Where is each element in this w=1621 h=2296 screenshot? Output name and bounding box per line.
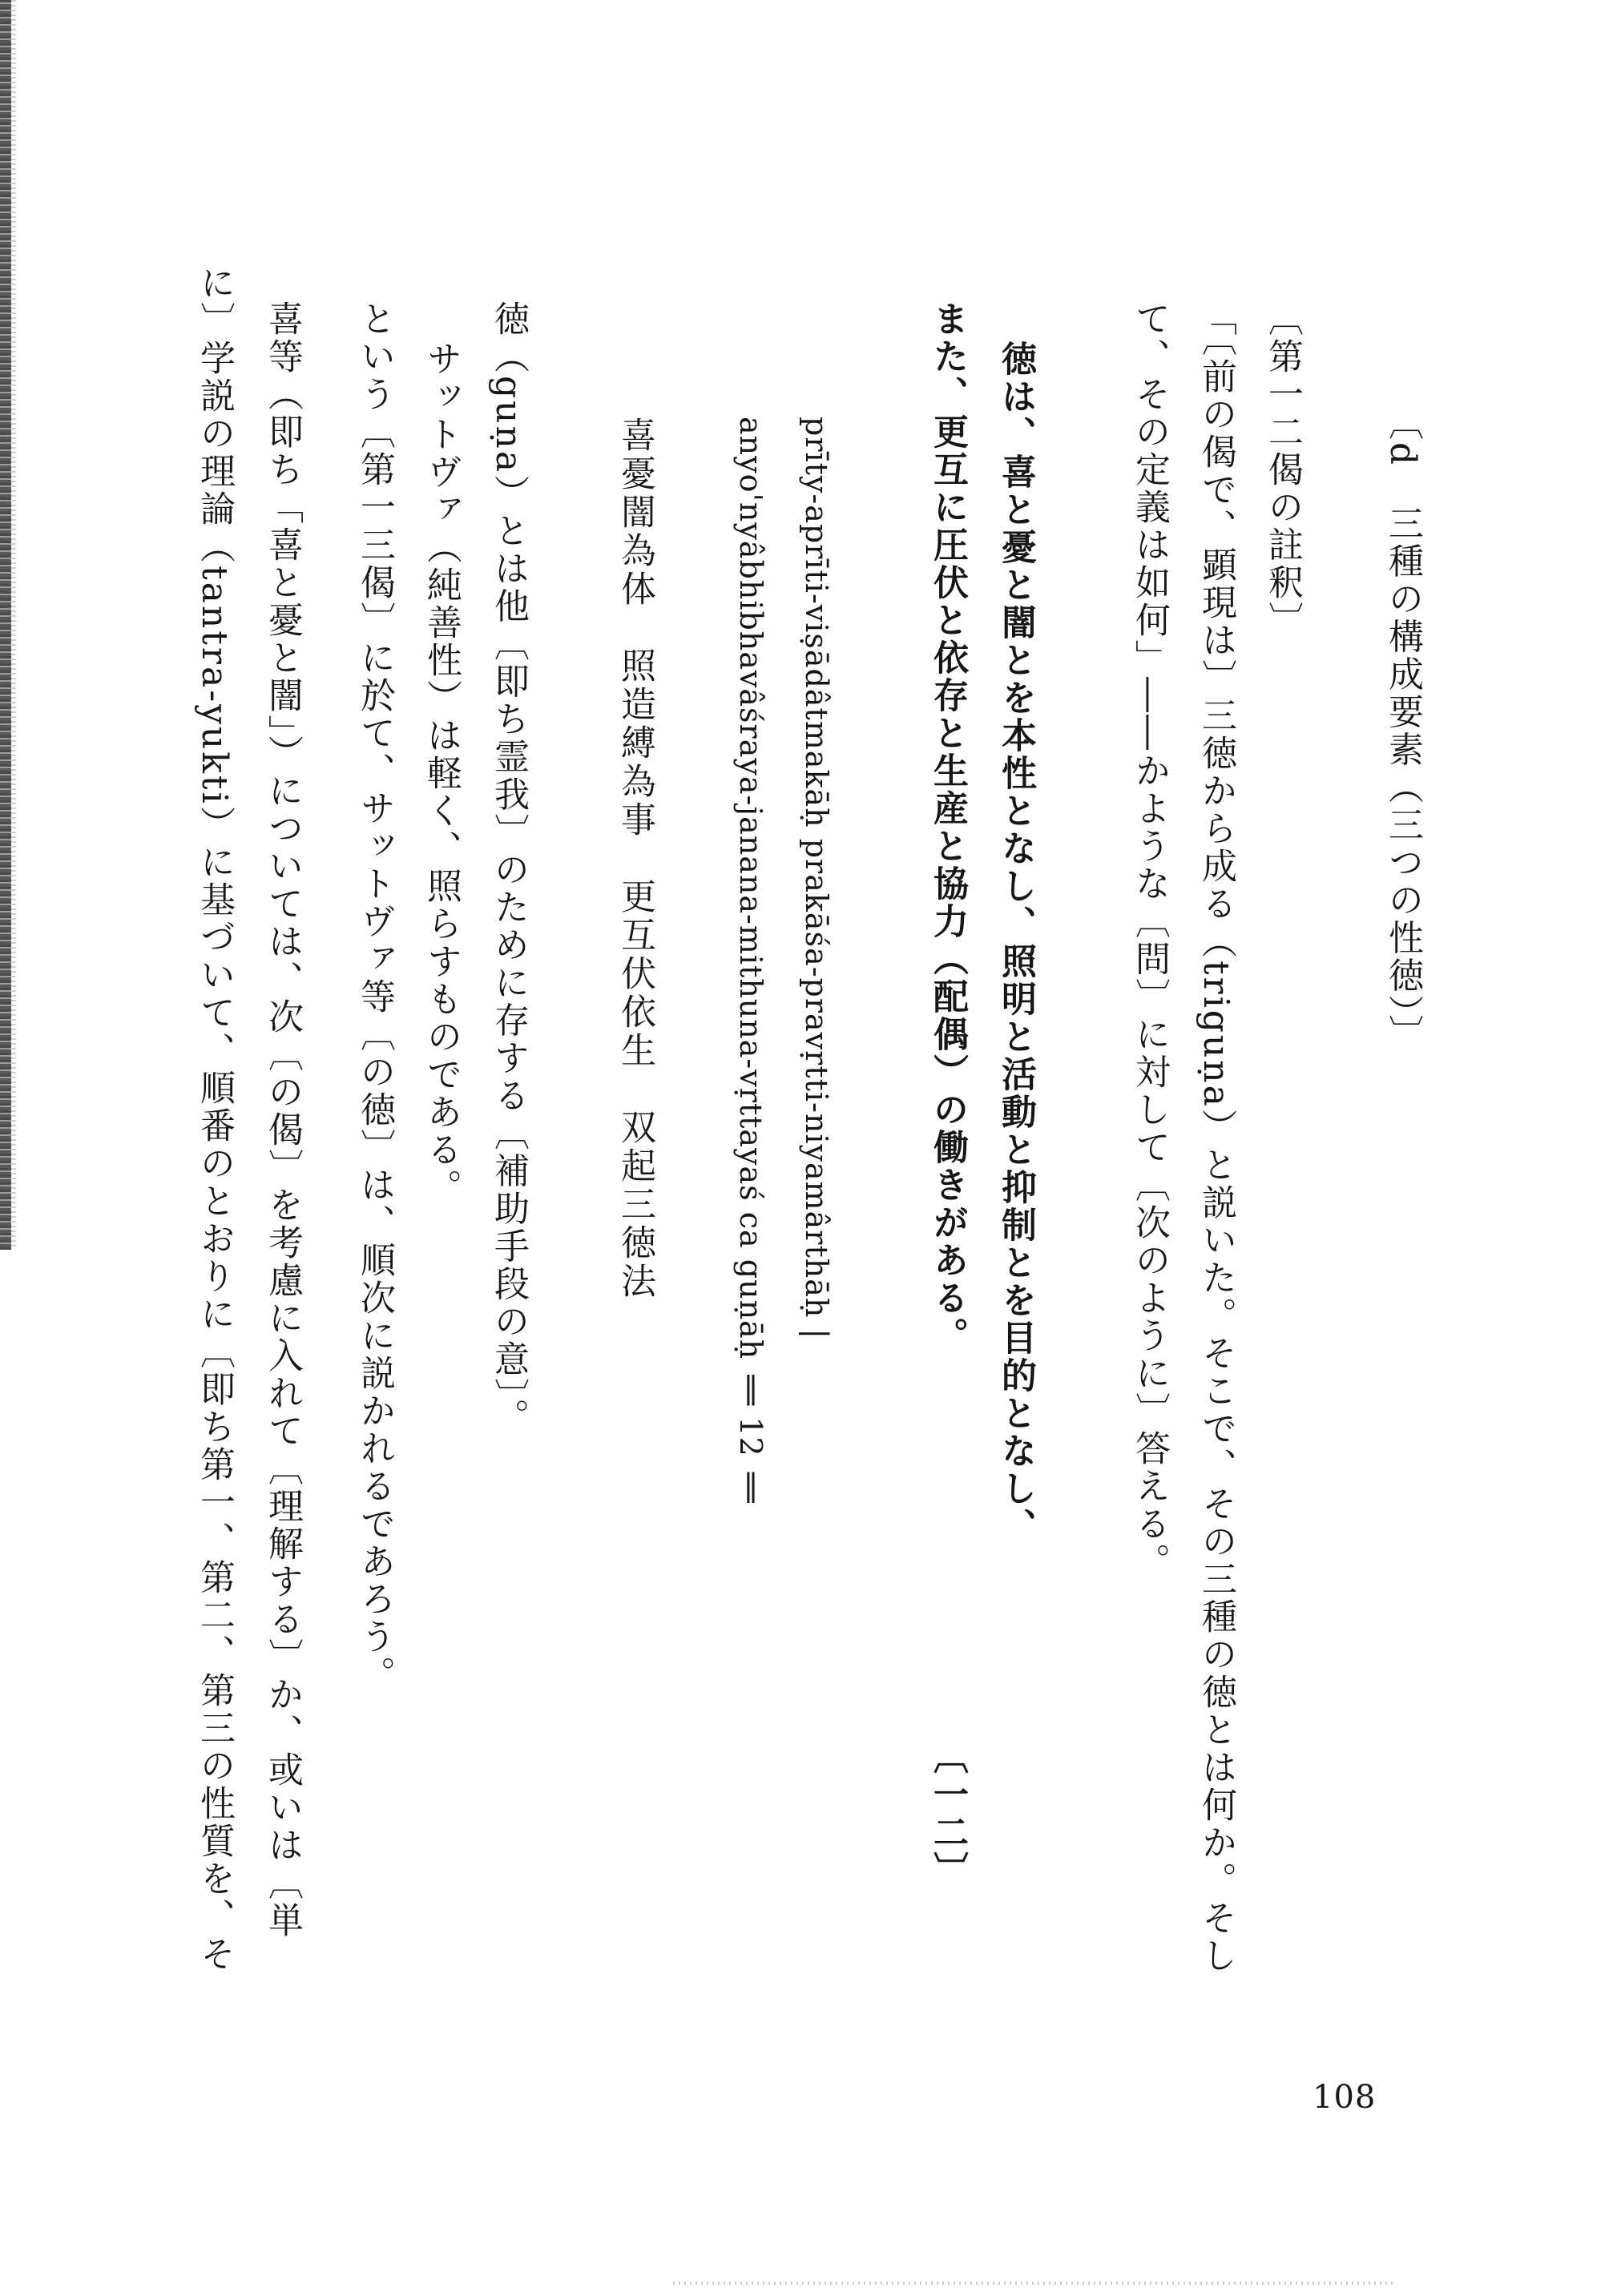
body-line-3: という〔第一三偈〕に於て、サットヴァ等〔の徳〕は、順次に説かれるであろう。 (354, 300, 395, 1694)
verse-line-1: 徳は、喜と憂と闇とを本性となし、照明と活動と抑制とを目的となし、 (995, 340, 1036, 1545)
sanskrit-line-2: anyo'nyâbhibhavâśraya-janana-mithuna-vṛttayaś ca guṇāḥ ‖ 12 ‖ (733, 417, 768, 1504)
binding-edge-scan-light (11, 0, 16, 1250)
body-line-2: サットヴァ（純善性）は軽く、照らすものである。 (421, 340, 462, 1206)
body-line-4: 喜等（即ち「喜と憂と闇」）については、次〔の偈〕を考慮に入れて〔理解する〕か、或いは〔単 (262, 300, 303, 1940)
intro-line-1: 「〔前の偈で、顕現は〕三徳から成る（triguṇa）と説いた。そこで、その三種の徳とは何か。そし (1196, 300, 1236, 1975)
page-number: 108 (1313, 2079, 1377, 2116)
body-line-5: に〕学説の理論（tantra-yukti）に基づいて、順番のとおりに〔即ち第一、第二、第三の性質を、そ (194, 264, 235, 1973)
sanskrit-line-1: prīty-aprīti-viṣādâtmakāḥ prakāśa-pravṛtti-niyamârthāḥ | (799, 417, 834, 1340)
section-title: 〔d 三種の構成要素（三つの性徳）〕 (1382, 405, 1423, 1053)
intro-line-2: て、その定義は如何」――かような〔問〕に対して〔次のように〕答える。 (1129, 300, 1170, 1581)
verse-line-2: また、更互に圧伏と依存と生産と協力（配偶）の働きがある。 (927, 300, 968, 1355)
body-line-1: 徳（guṇa）とは他〔即ち霊我〕のために存する〔補助手段の意〕。 (488, 300, 529, 1436)
scan-footer-noise (673, 2282, 1394, 2285)
verse-number: 〔一二〕 (927, 1738, 968, 1889)
chinese-verse: 喜憂闇為体 照造縛為事 更互伏依生 双起三徳法 (615, 417, 655, 1301)
commentary-heading: 〔第一二偈の註釈〕 (1262, 300, 1303, 639)
binding-edge-scan (0, 0, 11, 1250)
